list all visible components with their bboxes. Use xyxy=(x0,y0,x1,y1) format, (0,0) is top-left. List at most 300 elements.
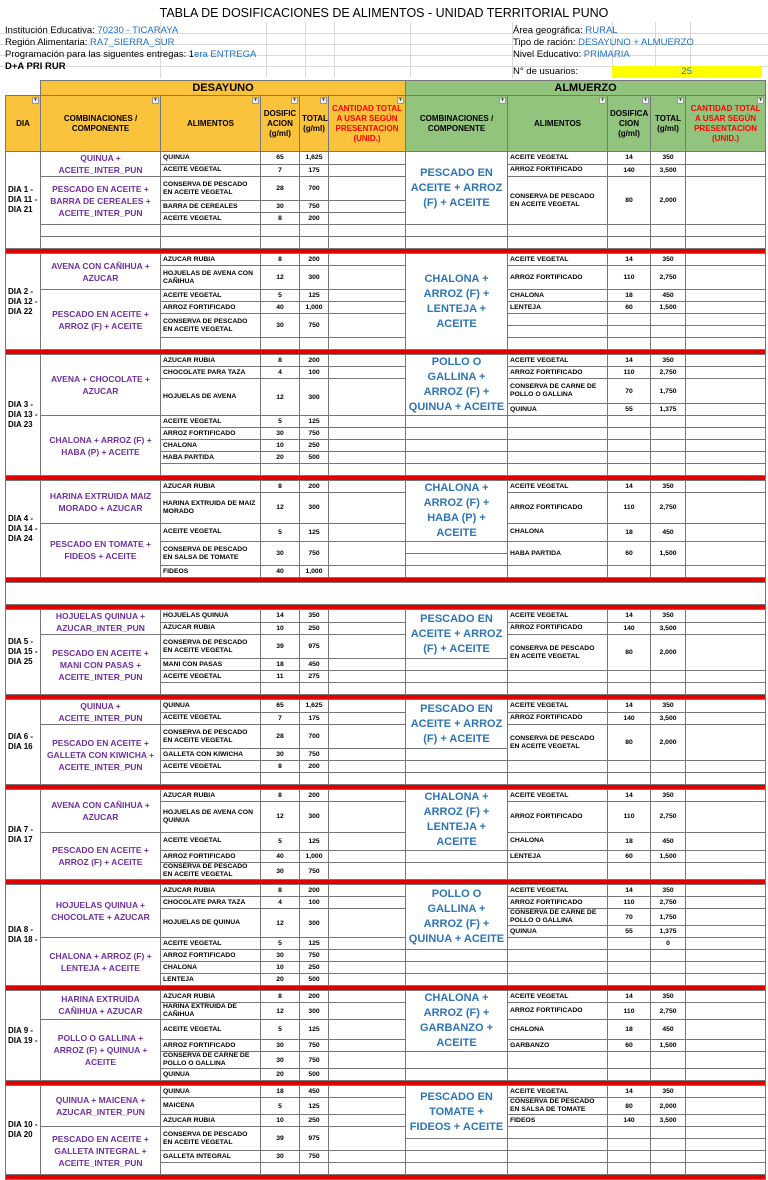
quantity-cell[interactable] xyxy=(329,177,406,201)
empty-cell xyxy=(406,659,508,671)
total-value: 750 xyxy=(300,314,329,338)
quantity-cell[interactable] xyxy=(686,481,766,493)
quantity-cell[interactable] xyxy=(686,712,766,725)
quantity-cell[interactable] xyxy=(686,416,766,428)
desayuno-combination: POLLO O GALLINA + ARROZ (F) + QUINUA + ACEITE xyxy=(41,1020,161,1081)
quantity-cell[interactable] xyxy=(686,610,766,623)
quantity-cell[interactable] xyxy=(686,542,766,566)
quantity-cell[interactable] xyxy=(686,635,766,671)
quantity-cell[interactable] xyxy=(329,290,406,302)
empty-cell xyxy=(651,566,686,578)
table-row xyxy=(6,481,766,493)
filter-icon[interactable]: ▾ xyxy=(320,97,327,104)
empty-cell xyxy=(608,863,651,880)
empty-cell xyxy=(608,225,651,237)
table-row xyxy=(6,152,766,165)
food-item: QUINUA xyxy=(508,926,608,938)
quantity-cell[interactable] xyxy=(686,326,766,338)
code-line: D+A PRI RUR xyxy=(5,61,66,72)
filter-icon[interactable]: ▾ xyxy=(642,97,649,104)
empty-cell xyxy=(651,326,686,338)
quantity-cell[interactable] xyxy=(686,671,766,683)
empty-cell xyxy=(406,566,508,578)
quantity-cell[interactable] xyxy=(329,683,406,695)
total-value: 2,000 xyxy=(651,635,686,671)
food-item: ACEITE VEGETAL xyxy=(161,290,261,302)
empty-cell xyxy=(508,326,608,338)
dose-value: 10 xyxy=(261,1115,300,1127)
food-item: CONSERVA DE PESCADO EN ACEITE VEGETAL xyxy=(161,314,261,338)
empty-cell xyxy=(406,416,508,428)
quantity-cell[interactable] xyxy=(686,926,766,938)
filter-icon[interactable]: ▾ xyxy=(291,97,298,104)
food-item: ACEITE VEGETAL xyxy=(508,152,608,165)
food-item: CHALONA xyxy=(508,523,608,542)
programacion-value: era ENTREGA xyxy=(194,49,257,60)
dosification-table xyxy=(5,80,766,1180)
quantity-cell[interactable] xyxy=(329,897,406,909)
filter-icon[interactable]: ▾ xyxy=(599,97,606,104)
col-cantidad-desayuno[interactable]: ▾ CANTIDAD TOTAL A USAR SEGÚN PRESENTACION (UNID.) xyxy=(329,96,406,152)
quantity-cell[interactable] xyxy=(329,481,406,493)
empty-cell xyxy=(161,773,261,785)
quantity-cell[interactable] xyxy=(329,355,406,367)
quantity-cell[interactable] xyxy=(686,897,766,909)
almuerzo-header: ALMUERZO xyxy=(406,81,766,96)
quantity-cell[interactable] xyxy=(686,1115,766,1127)
food-item: ARROZ FORTIFICADO xyxy=(508,622,608,635)
food-item: CONSERVA DE CARNE DE POLLO O GALLINA xyxy=(161,1052,261,1069)
dose-value: 8 xyxy=(261,355,300,367)
quantity-cell[interactable] xyxy=(329,659,406,671)
empty-cell xyxy=(608,326,651,338)
dose-value: 12 xyxy=(261,379,300,416)
quantity-cell[interactable] xyxy=(686,237,766,249)
quantity-cell[interactable] xyxy=(329,1052,406,1069)
page-gap-cell xyxy=(6,583,766,605)
quantity-cell[interactable] xyxy=(329,991,406,1003)
total-value: 450 xyxy=(651,290,686,302)
quantity-cell[interactable] xyxy=(329,440,406,452)
quantity-cell[interactable] xyxy=(329,338,406,350)
quantity-cell[interactable] xyxy=(329,790,406,802)
empty-cell xyxy=(608,1127,651,1139)
filter-icon[interactable]: ▾ xyxy=(152,97,159,104)
quantity-cell[interactable] xyxy=(329,1020,406,1040)
quantity-cell[interactable] xyxy=(686,464,766,476)
table-row xyxy=(6,254,766,266)
quantity-cell[interactable] xyxy=(329,213,406,225)
quantity-cell[interactable] xyxy=(329,1040,406,1052)
dose-value: 5 xyxy=(261,290,300,302)
empty-cell xyxy=(608,761,651,773)
empty-cell xyxy=(508,1139,608,1151)
quantity-cell[interactable] xyxy=(329,671,406,683)
dose-value: 80 xyxy=(608,1098,651,1115)
total-value: 450 xyxy=(651,832,686,851)
quantity-cell[interactable] xyxy=(686,152,766,165)
nivel-line xyxy=(513,49,630,60)
quantity-cell[interactable] xyxy=(329,164,406,177)
food-item: ACEITE VEGETAL xyxy=(508,481,608,493)
desayuno-combination: PESCADO EN ACEITE + MANI CON PASAS + ACEITE_INTER_PUN xyxy=(41,635,161,695)
dose-value: 8 xyxy=(261,481,300,493)
total-value: 1,750 xyxy=(651,379,686,404)
day-cell: DIA 2 - DIA 12 - DIA 22 xyxy=(6,254,41,350)
quantity-cell[interactable] xyxy=(686,863,766,880)
food-item: ACEITE VEGETAL xyxy=(508,1086,608,1098)
dose-value: 30 xyxy=(261,1040,300,1052)
quantity-cell[interactable] xyxy=(686,974,766,986)
empty-cell xyxy=(161,237,261,249)
quantity-cell[interactable] xyxy=(329,962,406,974)
dose-value: 5 xyxy=(261,1098,300,1115)
day-cell: DIA 10 - DIA 20 xyxy=(6,1086,41,1175)
empty-cell xyxy=(508,428,608,440)
empty-cell xyxy=(406,863,508,880)
empty-cell xyxy=(608,974,651,986)
desayuno-combination: PESCADO EN ACEITE + ARROZ (F) + ACEITE xyxy=(41,290,161,350)
quantity-cell[interactable] xyxy=(686,404,766,416)
day-cell: DIA 8 - DIA 18 - xyxy=(6,885,41,986)
total-value: 700 xyxy=(300,177,329,201)
empty-cell xyxy=(608,950,651,962)
quantity-cell[interactable] xyxy=(329,452,406,464)
day-cell: DIA 5 - DIA 15 - DIA 25 xyxy=(6,610,41,695)
quantity-cell[interactable] xyxy=(329,885,406,897)
quantity-cell[interactable] xyxy=(686,991,766,1003)
empty-cell xyxy=(651,761,686,773)
quantity-cell[interactable] xyxy=(686,164,766,177)
quantity-cell[interactable] xyxy=(686,338,766,350)
filter-icon[interactable]: ▾ xyxy=(397,97,404,104)
quantity-cell[interactable] xyxy=(686,832,766,851)
food-item: HOJUELAS DE AVENA xyxy=(161,379,261,416)
empty-cell xyxy=(651,452,686,464)
quantity-cell[interactable] xyxy=(686,452,766,464)
quantity-cell[interactable] xyxy=(329,974,406,986)
dose-value: 4 xyxy=(261,367,300,379)
food-item: LENTEJA xyxy=(508,851,608,863)
quantity-cell[interactable] xyxy=(329,1003,406,1020)
filter-icon[interactable]: ▾ xyxy=(32,97,39,104)
quantity-cell[interactable] xyxy=(686,725,766,761)
empty-cell xyxy=(608,452,651,464)
food-item: MANI CON PASAS xyxy=(161,659,261,671)
empty-cell xyxy=(651,464,686,476)
desayuno-combination: QUINUA + ACEITE_INTER_PUN xyxy=(41,700,161,725)
dose-value: 18 xyxy=(261,1086,300,1098)
food-item: CHOCOLATE PARA TAZA xyxy=(161,897,261,909)
quantity-cell[interactable] xyxy=(329,464,406,476)
quantity-cell[interactable] xyxy=(329,851,406,863)
food-item: ARROZ FORTIFICADO xyxy=(161,950,261,962)
dose-value: 40 xyxy=(261,302,300,314)
dose-value: 5 xyxy=(261,416,300,428)
col-combinaciones-almuerzo[interactable]: ▾ COMBINACIONES / COMPONENTE xyxy=(406,96,508,152)
total-value: 250 xyxy=(300,622,329,635)
quantity-cell[interactable] xyxy=(329,909,406,938)
col-dia[interactable]: ▾ DIA xyxy=(6,96,41,152)
table-row xyxy=(6,725,766,737)
quantity-cell[interactable] xyxy=(329,201,406,213)
quantity-cell[interactable] xyxy=(329,266,406,290)
quantity-cell[interactable] xyxy=(686,290,766,302)
quantity-cell[interactable] xyxy=(329,1115,406,1127)
quantity-cell[interactable] xyxy=(329,712,406,725)
food-item: AZUCAR RUBIA xyxy=(161,991,261,1003)
table-row xyxy=(6,635,766,647)
desayuno-combination: QUINUA + ACEITE_INTER_PUN xyxy=(41,152,161,177)
quantity-cell[interactable] xyxy=(329,428,406,440)
total-value: 125 xyxy=(300,416,329,428)
food-item: CHALONA xyxy=(508,290,608,302)
total-value: 450 xyxy=(300,1086,329,1098)
quantity-cell[interactable] xyxy=(686,177,766,225)
total-value: 1,375 xyxy=(651,926,686,938)
dose-value: 18 xyxy=(608,290,651,302)
col-alimentos-desayuno[interactable]: ▾ ALIMENTOS xyxy=(161,96,261,152)
quantity-cell[interactable] xyxy=(329,493,406,524)
quantity-cell[interactable] xyxy=(686,254,766,266)
total-value: 2,000 xyxy=(651,1098,686,1115)
quantity-cell[interactable] xyxy=(686,428,766,440)
quantity-cell[interactable] xyxy=(329,254,406,266)
desayuno-combination: AVENA CON CAÑIHUA + AZUCAR xyxy=(41,790,161,833)
desayuno-combination: HOJUELAS QUINUA + CHOCOLATE + AZUCAR xyxy=(41,885,161,938)
quantity-cell[interactable] xyxy=(329,302,406,314)
empty-cell xyxy=(161,338,261,350)
dose-value: 18 xyxy=(608,1020,651,1040)
quantity-cell[interactable] xyxy=(686,1139,766,1151)
total-value: 300 xyxy=(300,379,329,416)
empty-cell xyxy=(608,1151,651,1163)
quantity-cell[interactable] xyxy=(686,1163,766,1175)
empty-cell xyxy=(608,314,651,326)
quantity-cell[interactable] xyxy=(686,700,766,713)
quantity-cell[interactable] xyxy=(686,683,766,695)
empty-cell xyxy=(651,237,686,249)
quantity-cell[interactable] xyxy=(329,225,406,237)
institucion-line xyxy=(5,25,178,36)
quantity-cell[interactable] xyxy=(686,266,766,290)
total-value: 200 xyxy=(300,481,329,493)
quantity-cell[interactable] xyxy=(686,493,766,524)
col-dosificacion-desayuno[interactable]: ▾ DOSIFIC ACION (g/ml) xyxy=(261,96,300,152)
quantity-cell[interactable] xyxy=(329,938,406,950)
empty-cell xyxy=(406,773,508,785)
quantity-cell[interactable] xyxy=(329,610,406,623)
desayuno-combination: QUINUA + MAICENA + AZUCAR_INTER_PUN xyxy=(41,1086,161,1127)
food-item: ARROZ FORTIFICADO xyxy=(161,851,261,863)
dose-value: 14 xyxy=(608,991,651,1003)
quantity-cell[interactable] xyxy=(329,950,406,962)
dose-value: 65 xyxy=(261,152,300,165)
quantity-cell[interactable] xyxy=(329,1069,406,1081)
total-value: 125 xyxy=(300,523,329,542)
total-value: 700 xyxy=(300,725,329,749)
total-value: 1,750 xyxy=(651,909,686,926)
quantity-cell[interactable] xyxy=(329,761,406,773)
quantity-cell[interactable] xyxy=(329,832,406,851)
quantity-cell[interactable] xyxy=(686,314,766,326)
quantity-cell[interactable] xyxy=(686,1127,766,1139)
filter-icon[interactable]: ▾ xyxy=(252,97,259,104)
quantity-cell[interactable] xyxy=(329,863,406,880)
total-value: 2,750 xyxy=(651,367,686,379)
col-cantidad-almuerzo[interactable]: ▾ CANTIDAD TOTAL A USAR SEGÚN PRESENTACION (UNID.) xyxy=(686,96,766,152)
quantity-cell[interactable] xyxy=(686,1098,766,1115)
quantity-cell[interactable] xyxy=(329,523,406,542)
quantity-cell[interactable] xyxy=(329,367,406,379)
table-row xyxy=(6,416,766,428)
quantity-cell[interactable] xyxy=(686,367,766,379)
quantity-cell[interactable] xyxy=(686,1052,766,1069)
quantity-cell[interactable] xyxy=(686,773,766,785)
quantity-cell[interactable] xyxy=(329,542,406,566)
column-header-row xyxy=(6,96,766,152)
empty-cell xyxy=(406,749,508,761)
empty-cell xyxy=(508,773,608,785)
filter-icon[interactable]: ▾ xyxy=(677,97,684,104)
col-total-almuerzo[interactable]: ▾ TOTAL (g/ml) xyxy=(651,96,686,152)
quantity-cell[interactable] xyxy=(329,1151,406,1163)
table-row xyxy=(6,523,766,542)
quantity-cell[interactable] xyxy=(686,962,766,974)
quantity-cell[interactable] xyxy=(686,851,766,863)
filter-icon[interactable]: ▾ xyxy=(757,97,764,104)
quantity-cell[interactable] xyxy=(329,622,406,635)
quantity-cell[interactable] xyxy=(686,790,766,802)
total-value: 500 xyxy=(300,452,329,464)
desayuno-combination: HARINA EXTRUIDA MAIZ MORADO + AZUCAR xyxy=(41,481,161,524)
total-value xyxy=(300,1163,329,1175)
total-value: 975 xyxy=(300,635,329,659)
quantity-cell[interactable] xyxy=(686,355,766,367)
empty-cell xyxy=(508,225,608,237)
total-value: 350 xyxy=(651,254,686,266)
dose-value: 7 xyxy=(261,712,300,725)
quantity-cell[interactable] xyxy=(686,909,766,926)
quantity-cell[interactable] xyxy=(686,440,766,452)
dose-value: 40 xyxy=(261,566,300,578)
quantity-cell[interactable] xyxy=(329,314,406,338)
dose-value: 14 xyxy=(608,152,651,165)
quantity-cell[interactable] xyxy=(686,1020,766,1040)
food-item: BARRA DE CEREALES xyxy=(161,201,261,213)
food-item: ACEITE VEGETAL xyxy=(161,832,261,851)
food-item: HARINA EXTRUIDA DE MAIZ MORADO xyxy=(161,493,261,524)
dose-value: 8 xyxy=(261,761,300,773)
total-value: 350 xyxy=(651,700,686,713)
quantity-cell[interactable] xyxy=(329,1127,406,1151)
food-item: ACEITE VEGETAL xyxy=(161,761,261,773)
food-item: FIDEOS xyxy=(161,566,261,578)
quantity-cell[interactable] xyxy=(686,761,766,773)
col-total-desayuno[interactable]: ▾ TOTAL (g/ml) xyxy=(300,96,329,152)
empty-cell xyxy=(651,416,686,428)
food-item: ARROZ FORTIFICADO xyxy=(161,1040,261,1052)
quantity-cell[interactable] xyxy=(686,950,766,962)
quantity-cell[interactable] xyxy=(329,1086,406,1098)
quantity-cell[interactable] xyxy=(686,1069,766,1081)
food-item: LENTEJA xyxy=(161,974,261,986)
empty-cell xyxy=(508,1069,608,1081)
col-dosificacion-almuerzo[interactable]: ▾ DOSIFICA CION (g/ml) xyxy=(608,96,651,152)
quantity-cell[interactable] xyxy=(329,725,406,749)
quantity-cell[interactable] xyxy=(329,566,406,578)
quantity-cell[interactable] xyxy=(686,302,766,314)
total-value: 750 xyxy=(300,201,329,213)
empty-cell xyxy=(300,464,329,476)
quantity-cell[interactable] xyxy=(686,622,766,635)
quantity-cell[interactable] xyxy=(686,1003,766,1020)
empty-cell xyxy=(161,464,261,476)
quantity-cell[interactable] xyxy=(329,379,406,416)
desayuno-combination: HOJUELAS QUINUA + AZUCAR_INTER_PUN xyxy=(41,610,161,635)
total-value: 100 xyxy=(300,367,329,379)
dose-value: 14 xyxy=(608,1086,651,1098)
total-value: 125 xyxy=(300,1098,329,1115)
table-row xyxy=(6,790,766,802)
quantity-cell[interactable] xyxy=(329,237,406,249)
empty-cell xyxy=(651,863,686,880)
quantity-cell[interactable] xyxy=(329,152,406,165)
empty-cell xyxy=(608,671,651,683)
col-alimentos-almuerzo[interactable]: ▾ ALIMENTOS xyxy=(508,96,608,152)
quantity-cell[interactable] xyxy=(686,379,766,404)
almuerzo-combination: CHALONA + ARROZ (F) + GARBANZO + ACEITE xyxy=(406,991,508,1052)
programacion-label: Programación para las siguentes entregas: 1 xyxy=(5,49,195,60)
quantity-cell[interactable] xyxy=(686,938,766,950)
quantity-cell[interactable] xyxy=(686,523,766,542)
food-item: ARROZ FORTIFICADO xyxy=(161,302,261,314)
quantity-cell[interactable] xyxy=(329,635,406,659)
total-value: 100 xyxy=(300,897,329,909)
food-item: QUINUA xyxy=(161,1069,261,1081)
empty-cell xyxy=(508,863,608,880)
day-cell: DIA 6 - DIA 16 xyxy=(6,700,41,785)
empty-cell xyxy=(608,566,651,578)
quantity-cell[interactable] xyxy=(686,1151,766,1163)
total-value: 200 xyxy=(300,790,329,802)
food-item: HABA PARTIDA xyxy=(161,452,261,464)
quantity-cell[interactable] xyxy=(329,802,406,833)
filter-icon[interactable]: ▾ xyxy=(499,97,506,104)
food-item: CHALONA xyxy=(508,832,608,851)
quantity-cell[interactable] xyxy=(329,773,406,785)
empty-cell xyxy=(608,1163,651,1175)
quantity-cell[interactable] xyxy=(686,566,766,578)
quantity-cell[interactable] xyxy=(686,1086,766,1098)
desayuno-header: DESAYUNO xyxy=(41,81,406,96)
empty-cell xyxy=(406,1163,508,1175)
quantity-cell[interactable] xyxy=(329,700,406,713)
quantity-cell[interactable] xyxy=(686,885,766,897)
quantity-cell[interactable] xyxy=(329,1098,406,1115)
quantity-cell[interactable] xyxy=(329,416,406,428)
empty-cell xyxy=(41,237,161,249)
dose-value: 30 xyxy=(261,1151,300,1163)
quantity-cell[interactable] xyxy=(686,225,766,237)
dose-value: 8 xyxy=(261,790,300,802)
day-cell: DIA 3 - DIA 13 - DIA 23 xyxy=(6,355,41,476)
quantity-cell[interactable] xyxy=(686,1040,766,1052)
quantity-cell[interactable] xyxy=(686,802,766,833)
quantity-cell[interactable] xyxy=(329,749,406,761)
col-combinaciones-desayuno[interactable]: ▾ COMBINACIONES / COMPONENTE xyxy=(41,96,161,152)
quantity-cell[interactable] xyxy=(329,1163,406,1175)
